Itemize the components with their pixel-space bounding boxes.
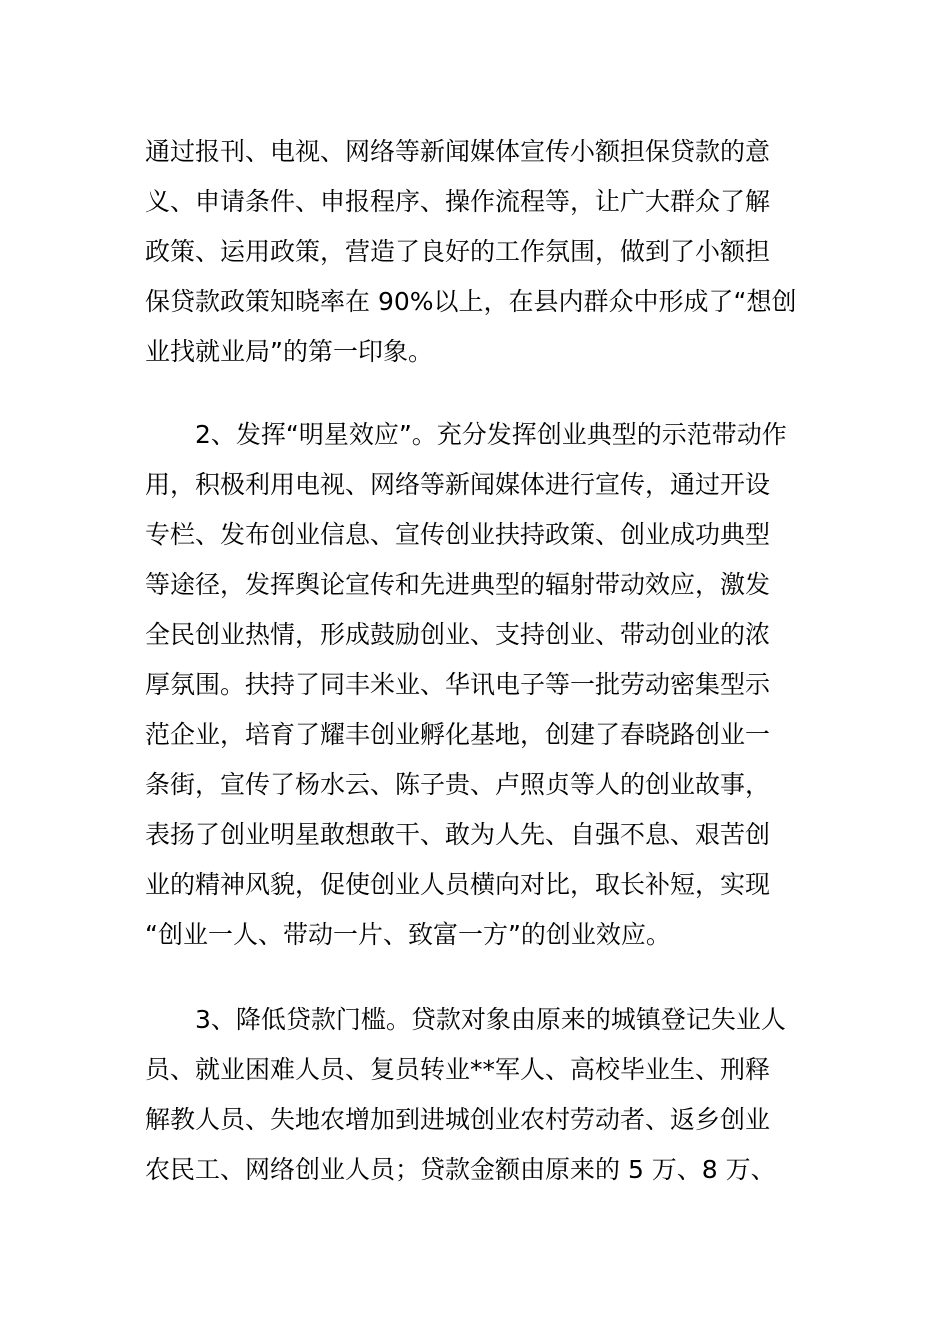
paragraph-line: 保贷款政策知晓率在 90%以上，在县内群众中形成了“想创: [145, 287, 797, 316]
paragraph-3: [145, 995, 805, 1195]
paragraph-line: 3、降低贷款门槛。贷款对象由原来的城镇登记失业人: [195, 1005, 786, 1034]
paragraph-2: [145, 410, 805, 960]
paragraph-line: 用，积极利用电视、网络等新闻媒体进行宣传，通过开设: [145, 470, 771, 499]
paragraph-line: 等途径，发挥舆论宣传和先进典型的辐射带动效应，激发: [145, 570, 771, 599]
paragraph-line: 业找就业局”的第一印象。: [145, 337, 433, 366]
paragraph-line: 解教人员、失地农增加到进城创业农村劳动者、返乡创业: [145, 1105, 771, 1134]
paragraph-line: 义、申请条件、申报程序、操作流程等，让广大群众了解: [145, 187, 771, 216]
paragraph-line: 条街，宣传了杨水云、陈子贵、卢照贞等人的创业故事，: [145, 770, 771, 799]
paragraph-line: 2、发挥“明星效应”。充分发挥创业典型的示范带动作: [195, 420, 787, 449]
paragraph-1: [145, 127, 805, 377]
paragraph-line: 政策、运用政策，营造了良好的工作氛围，做到了小额担: [145, 237, 771, 266]
paragraph-line: 专栏、发布创业信息、宣传创业扶持政策、创业成功典型: [145, 520, 771, 549]
paragraph-line: 厚氛围。扶持了同丰米业、华讯电子等一批劳动密集型示: [145, 670, 771, 699]
paragraph-line: “创业一人、带动一片、致富一方”的创业效应。: [145, 920, 671, 949]
paragraph-line: 通过报刊、电视、网络等新闻媒体宣传小额担保贷款的意: [145, 137, 771, 166]
paragraph-line: 业的精神风貌，促使创业人员横向对比，取长补短，实现: [145, 870, 771, 899]
paragraph-line: 范企业，培育了耀丰创业孵化基地，创建了春晓路创业一: [145, 720, 771, 749]
paragraph-line: 全民创业热情，形成鼓励创业、支持创业、带动创业的浓: [145, 620, 771, 649]
paragraph-line: 员、就业困难人员、复员转业**军人、高校毕业生、刑释: [145, 1055, 771, 1084]
paragraph-line: 农民工、网络创业人员；贷款金额由原来的 5 万、8 万、: [145, 1155, 776, 1184]
paragraph-line: 表扬了创业明星敢想敢干、敢为人先、自强不息、艰苦创: [145, 820, 771, 849]
